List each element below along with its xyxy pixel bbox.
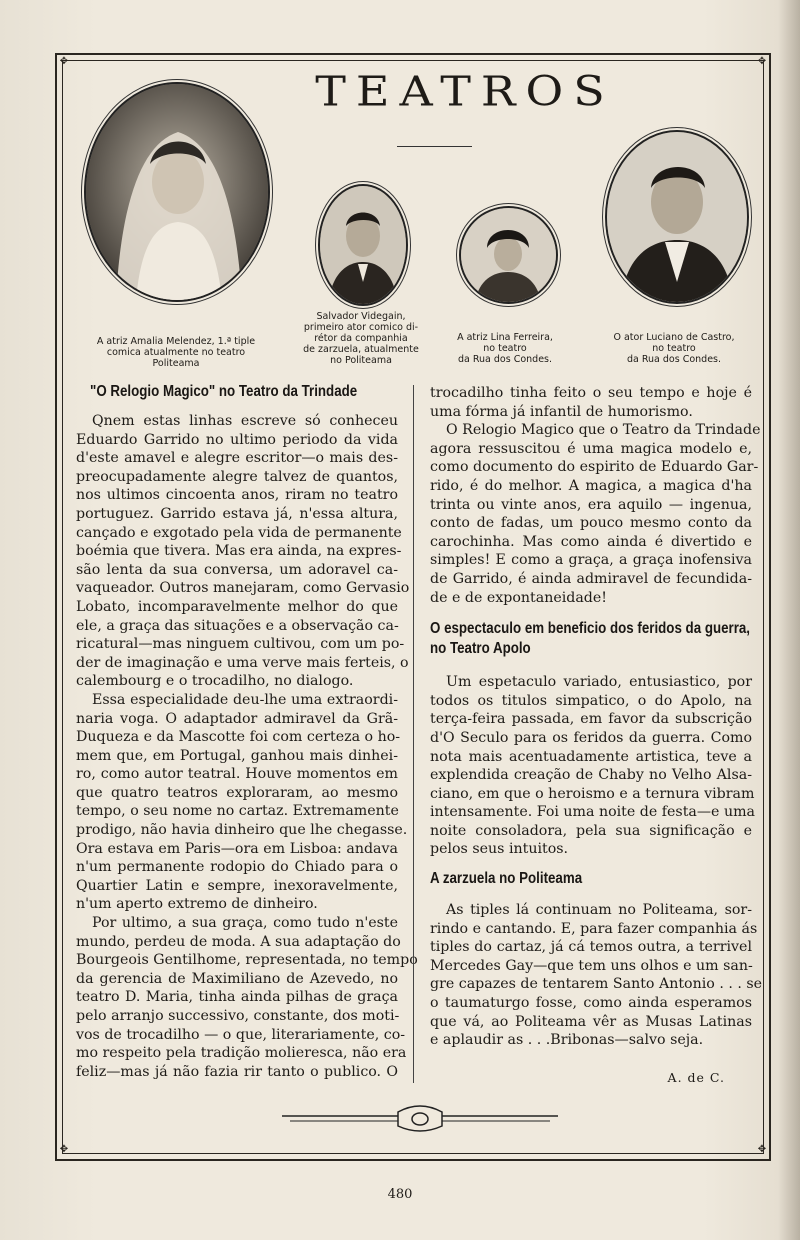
text-line: ro, como autor teatral. Houve momentos em <box>76 766 398 783</box>
text-line: o taumaturgo fosse, como ainda esperamos <box>430 995 752 1012</box>
caption-line: no Politeama <box>330 355 392 366</box>
caption-line: no teatro <box>483 343 527 354</box>
text-line: rindo e cantando. E, para fazer companhia ás <box>430 920 758 937</box>
text-line: são lenta da sua conversa, um adoravel ca- <box>76 561 398 578</box>
text-line: mundo, perdeu de moda. A sua adaptação do <box>76 933 401 950</box>
caption-line: comica atualmente no teatro <box>106 347 246 358</box>
text-line: Quartier Latin e sempre, inexoravelmente, <box>76 877 398 894</box>
article-heading-zarzuela: A zarzuela no Politeama <box>430 870 583 888</box>
text-line: que vá, ao Politeama vêr as Musas Latinas <box>430 1013 752 1030</box>
text-line: simples! E como a graça, a graça inofensiva <box>430 552 752 569</box>
caption-line: da Rua dos Condes. <box>457 354 553 365</box>
text-line: nota mais acentuadamente artistica, teve a <box>430 748 752 765</box>
caption-line: O ator Luciano de Castro, <box>613 332 735 343</box>
text-line: tempo, o seu nome no cartaz. Extremamente <box>76 803 399 820</box>
text-line: Um espetaculo variado, entusiastico, por <box>446 674 752 691</box>
page-title: TEATROS <box>315 66 615 116</box>
column-divider <box>413 385 414 1083</box>
text-line: d'O Seculo para os feridos da guerra. Como <box>430 729 752 746</box>
caption-line: primeiro ator comico di- <box>303 322 419 333</box>
text-line: n'um permanente rodopio do Chiado para o <box>76 859 398 876</box>
text-line: calembourg e o trocadilho, no dialogo. <box>76 673 354 690</box>
portrait-luciano-de-castro <box>605 130 749 304</box>
caption-line: rétor da companhia <box>314 333 408 344</box>
text-line: teatro D. Maria, tinha ainda pilhas de graça <box>76 989 398 1006</box>
text-line: vaqueador. Outros manejaram, como Gervasio <box>76 580 410 597</box>
text-line: preocupadamente alegre talvez de quantos, <box>76 468 398 485</box>
text-line: gre capazes de tentarem Santo Antonio . . . se <box>430 976 763 993</box>
text-line: conto de fadas, um pouco mesmo conto da <box>430 515 752 532</box>
portrait-lina-image <box>461 208 556 302</box>
text-line: todos os titulos simpatico, o do Apolo, na <box>430 692 752 709</box>
text-line: de Garrido, é ainda admiravel de fecundida- <box>430 570 752 587</box>
article-heading-relogio: "O Relogio Magico" no Teatro da Trindade <box>90 383 358 400</box>
text-line: mo respeito pela tradição molieresca, não era <box>76 1045 407 1062</box>
text-line: Eduardo Garrido no ultimo periodo da vida <box>76 431 398 448</box>
text-line: como documento do espirito de Eduardo Gar- <box>430 459 759 476</box>
caption-line: no teatro <box>652 343 696 354</box>
text-line: rido, é do melhor. A magica, a magica d'ha <box>430 477 752 494</box>
caption-line: de zarzuela, atualmente <box>303 344 419 355</box>
page-number: 480 <box>387 1187 413 1202</box>
right-column-text-c <box>430 901 763 1050</box>
text-line: explendida creação de Chaby no Velho Alsa- <box>430 767 752 784</box>
caption-line: Salvador Videgain, <box>316 311 406 322</box>
text-line: trinta ou vinte anos, era aquilo — ingenua, <box>430 496 752 513</box>
text-line: terça-feira passada, em favor da subscrição <box>430 711 752 728</box>
text-line: boémia que tivera. Mas era ainda, na expres- <box>76 543 402 560</box>
text-line: d'este amavel e alegre escritor—o mais des- <box>76 450 398 467</box>
text-line: pelos seus intuitos. <box>430 841 569 858</box>
caption-line: A atriz Lina Ferreira, <box>457 332 553 343</box>
left-column-text <box>76 412 418 1081</box>
corner-ornament: ✥ <box>59 56 69 67</box>
text-line: intensamente. Foi uma noite de festa—e uma <box>430 804 756 821</box>
title-rule <box>397 146 472 147</box>
text-line: n'um aperto extremo de dinheiro. <box>76 896 318 913</box>
text-line: der de imaginação e uma verve mais ferteis, o <box>76 654 409 671</box>
portrait-lina-ferreira <box>459 206 558 304</box>
corner-ornament: ✥ <box>757 1144 767 1155</box>
caption-lina <box>430 332 580 365</box>
text-line: ricatural—mas ninguem cultivou, com um po- <box>76 636 405 653</box>
text-line: Qnem estas linhas escreve só conheceu <box>92 413 398 429</box>
text-line: noite consoladora, pela sua significação e <box>430 822 752 839</box>
portrait-salvador-image <box>320 186 406 304</box>
text-line: pelo arranjo successivo, constante, dos moti- <box>76 1008 400 1024</box>
text-line: mem que, em Portugal, ganhou mais dinhei- <box>76 747 398 764</box>
end-ornament <box>280 1104 560 1136</box>
text-line: que quatro teatros exploraram, ao mesmo <box>76 784 398 801</box>
text-line: vos de trocadilho — o que, literariamente, co- <box>76 1026 406 1043</box>
article-left-column <box>76 382 418 1081</box>
heading-line: no Teatro Apolo <box>430 640 531 658</box>
text-line: feliz—mas já não fazia rir tanto o publico. O <box>76 1063 398 1080</box>
text-line: naria voga. O adaptador admiravel da Grã- <box>76 710 398 727</box>
text-line: Mercedes Gay—que tem uns olhos e um san- <box>430 957 753 974</box>
caption-salvador <box>278 311 444 366</box>
text-line: O Relogio Magico que o Teatro da Trindade <box>446 422 761 439</box>
text-line: As tiples lá continuam no Politeama, sor- <box>446 902 752 919</box>
text-line: tiples do cartaz, já cá temos outra, a terrivel <box>430 939 752 956</box>
portrait-luciano-image <box>607 132 747 302</box>
author-signature: A. de C. <box>667 1070 725 1085</box>
text-line: carochinha. Mas como ainda é divertido e <box>430 533 752 550</box>
right-column-text-a <box>430 384 761 607</box>
corner-ornament: ✥ <box>59 1144 69 1155</box>
caption-line: A atriz Amalia Melendez, 1.ª tiple <box>96 336 256 347</box>
caption-amalia <box>76 336 276 369</box>
text-line: cançado e exgotado pela vida de permanente <box>76 524 402 541</box>
text-line: agora ressuscitou é uma magica modelo e, <box>430 440 752 457</box>
right-column-text-b <box>430 673 756 859</box>
article-heading-apolo <box>430 619 751 659</box>
text-line: uma fórma já infantil de humorismo. <box>430 403 693 420</box>
text-line: ele, a graça das situações e a observação ca- <box>76 617 399 634</box>
text-line: nos ultimos cincoenta anos, riram no teatro <box>76 487 398 504</box>
text-line: Duqueza e da Mascotte foi com certeza o ho- <box>76 729 401 746</box>
text-line: Por ultimo, a sua graça, como tudo n'este <box>92 915 398 932</box>
portrait-amalia-melendez <box>84 82 270 302</box>
text-line: trocadilho tinha feito o seu tempo e hoje é <box>430 385 752 401</box>
caption-luciano <box>586 332 762 365</box>
text-line: Essa especialidade deu-lhe uma extraordi- <box>92 691 398 708</box>
article-right-column <box>430 384 763 1050</box>
text-line: da gerencia de Maximiliano de Azevedo, no <box>76 970 398 987</box>
caption-line: Politeama <box>152 358 200 369</box>
caption-line: da Rua dos Condes. <box>626 354 722 365</box>
text-line: Bourgeois Gentilhome, representada, no tempo <box>76 952 418 969</box>
portrait-salvador-videgain <box>318 184 408 306</box>
text-line: ciano, em que o heroismo e a ternura vibram <box>430 785 755 802</box>
text-line: portuguez. Garrido estava já, n'essa altura, <box>76 505 398 522</box>
text-line: e aplaudir as . . .Bribonas—salvo seja. <box>430 1032 704 1049</box>
page-binding-shadow <box>778 0 800 1240</box>
text-line: prodigo, não havia dinheiro que lhe chegasse. <box>76 822 408 839</box>
portrait-amalia-image <box>86 84 268 300</box>
text-line: Ora estava em Paris—ora em Lisboa: andava <box>76 840 398 857</box>
corner-ornament: ✥ <box>757 56 767 67</box>
heading-line: O espectaculo em beneficio dos feridos da guerra, <box>430 620 751 638</box>
text-line: Lobato, incomparavelmente melhor do que <box>76 598 398 615</box>
text-line: de e de expontaneidade! <box>430 589 607 606</box>
